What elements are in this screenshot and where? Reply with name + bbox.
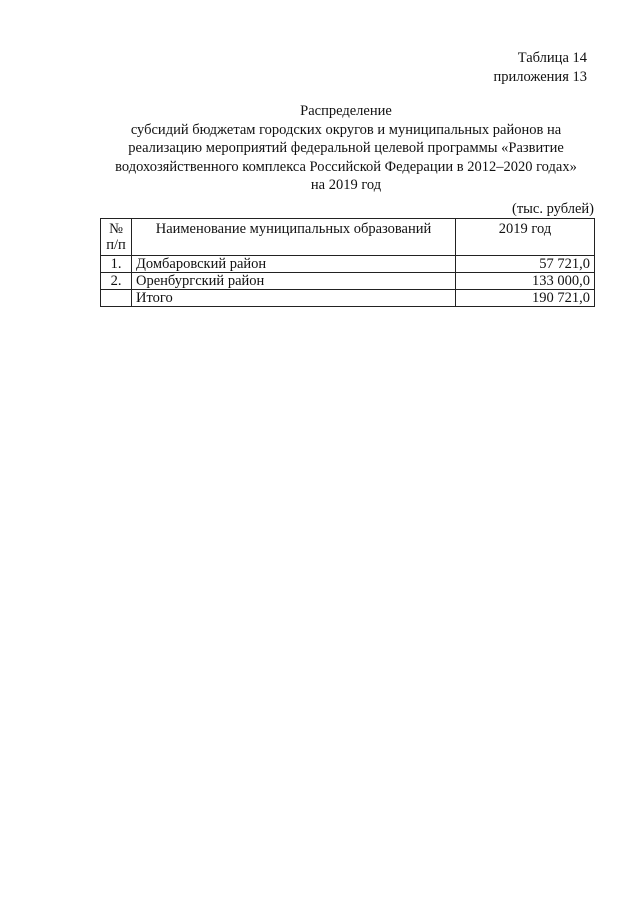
units-label: (тыс. рублей) <box>512 201 594 217</box>
total-number-cell <box>101 290 132 307</box>
appendix-label: приложения 13 <box>493 69 587 85</box>
header-year: 2019 год <box>456 219 595 256</box>
title-line-2: субсидий бюджетам городских округов и муниципальных районов на <box>130 121 562 138</box>
table-label: Таблица 14 <box>517 50 587 66</box>
table-reference <box>494 49 587 87</box>
total-label: Итого <box>132 290 456 307</box>
table-row <box>101 256 595 273</box>
header-number-line1: № <box>109 221 123 237</box>
distribution-table <box>100 218 595 307</box>
total-value: 190 721,0 <box>456 290 595 307</box>
table-total-row <box>101 290 595 307</box>
row-value: 57 721,0 <box>456 256 595 273</box>
title-line-5: на 2019 год <box>310 177 382 193</box>
table-row <box>101 273 595 290</box>
header-number-line2: п/п <box>106 237 126 253</box>
header-name: Наименование муниципальных образований <box>132 219 456 256</box>
row-name: Домбаровский район <box>132 256 456 273</box>
row-value: 133 000,0 <box>456 273 595 290</box>
document-title <box>96 102 596 195</box>
row-name: Оренбургский район <box>132 273 456 290</box>
row-number: 1. <box>101 256 132 273</box>
table-header-row <box>101 219 595 256</box>
title-line-1: Распределение <box>300 103 392 119</box>
title-line-3: реализацию мероприятий федеральной целевой программы «Развитие <box>128 140 564 156</box>
header-number <box>101 219 132 256</box>
title-line-4: водохозяйственного комплекса Российской Федерации в 2012–2020 годах» <box>115 158 577 175</box>
row-number: 2. <box>101 273 132 290</box>
